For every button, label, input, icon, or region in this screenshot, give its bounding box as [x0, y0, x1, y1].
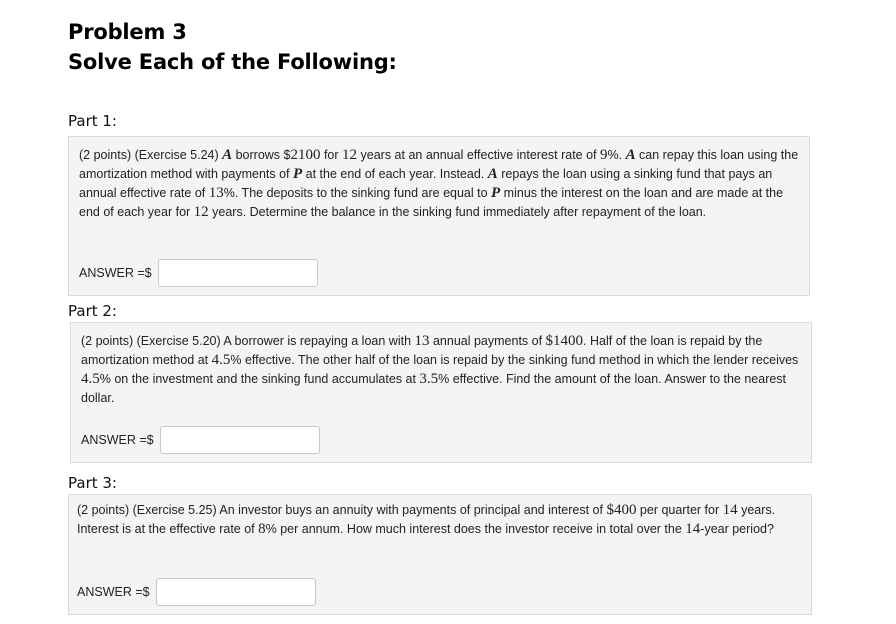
problem-subtitle: Solve Each of the Following:	[68, 50, 397, 74]
part-3-answer-input[interactable]	[156, 578, 316, 606]
part-1-answer-row	[79, 259, 318, 287]
part-3-answer-row	[77, 578, 316, 606]
part-1-box	[68, 136, 810, 296]
problem-title: Problem 3	[68, 20, 187, 44]
part-3-box	[68, 494, 812, 615]
part-3-answer-label: ANSWER =$	[77, 585, 150, 599]
part-1-label: Part 1:	[68, 112, 117, 130]
part-3-problem-text: (2 points) (Exercise 5.25) An investor buys an annuity with payments of principal and interest of $400 per quarter for 14 years. Interest is at the effective rate of 8% per annum. How much interest does the investor receive in total over the 14-year period?	[77, 502, 776, 537]
part-2-problem-text: (2 points) (Exercise 5.20) A borrower is repaying a loan with 13 annual payments of $1400. Half of the loan is repaid by the amortization method at 4.5% effective. The other half of the loan is repaid by the sinking fund method in which the lender receives 4.5% on the investment and the sinking fund accumulates at 3.5% effective. Find the amount of the loan. Answer to the nearest dollar.	[81, 333, 799, 405]
part-1-problem-text: (2 points) (Exercise 5.24) A borrows $2100 for 12 years at an annual effective interest rate of 9%. A can repay this loan using the amortization method with payments of P at the end of each year. Instead. A repays the loan using a sinking fund that pays an annual effective rate of 13%. The deposits to the sinking fund are equal to P minus the interest on the loan and are made at the end of each year for 12 years. Determine the balance in the sinking fund immediately after repayment of the loan.	[79, 147, 799, 220]
part-2-answer-row	[81, 426, 320, 454]
part-3-label: Part 3:	[68, 474, 117, 492]
part-2-answer-input[interactable]	[160, 426, 320, 454]
part-1-answer-label: ANSWER =$	[79, 266, 152, 280]
part-1-answer-input[interactable]	[158, 259, 318, 287]
part-2-answer-label: ANSWER =$	[81, 433, 154, 447]
part-2-label: Part 2:	[68, 302, 117, 320]
part-2-box	[70, 322, 812, 463]
